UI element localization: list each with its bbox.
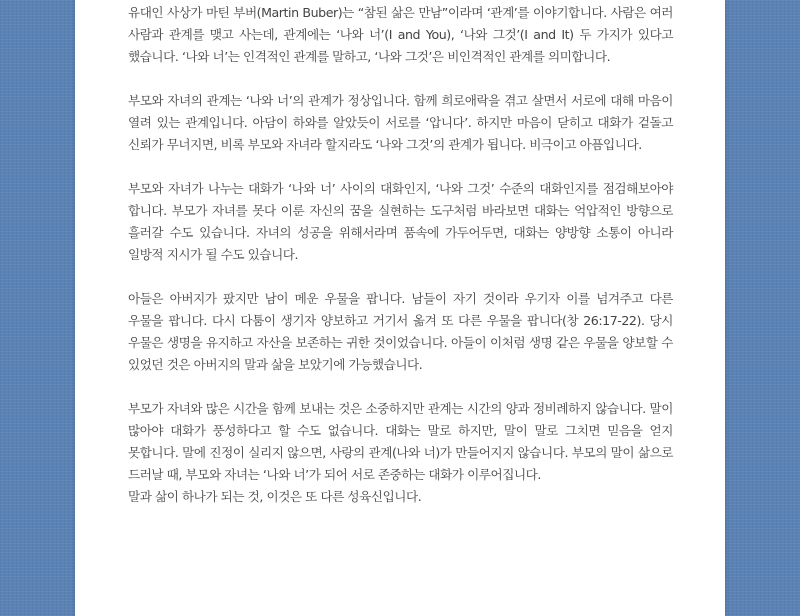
paragraph-4: 아들은 아버지가 팠지만 남이 메운 우물을 팝니다. 남들이 자기 것이라 우기자 이를 넘겨주고 다른 우물을 팝니다. 다시 다툼이 생기자 양보하고 거기서 옮겨 또 다른 우물을 팝니다(창 26:17-22). 당시 우물은 생명을 유지하고 자산을 보존하는 귀한 것이었습니다. 아들이 이처럼 생명 같은 우물을 양보할 수 있었던 것은 아버지의 말과 삶을 보았기에 가능했습니다.	[128, 291, 673, 372]
paragraph-3: 부모와 자녀가 나누는 대화가 ‘나와 너’ 사이의 대화인지, ‘나와 그것’ 수준의 대화인지를 점검해보아야 합니다. 부모가 자녀를 못다 이룬 자신의 꿈을 실현하는 도구처럼 바라보면 대화는 억압적인 방향으로 흘러갈 수도 있습니다. 자녀의 성공을 위해서라며 품속에 가두어두면, 대화는 양방향 소통이 아니라 일방적 지시가 될 수도 있습니다.	[128, 181, 673, 262]
paragraph-5: 부모가 자녀와 많은 시간을 함께 보내는 것은 소중하지만 관계는 시간의 양과 정비례하지 않습니다. 말이 많아야 대화가 풍성하다고 할 수도 없습니다. 대화는 말로 하지만, 말이 말로 그치면 믿음을 얻지 못합니다. 말에 진정이 실리지 않으면, 사랑의 관계(나와 너)가 만들어지지 않습니다. 부모의 말이 삶으로 드러날 때, 부모와 자녀는 ‘나와 너’가 되어 서로 존중하는 대화가 이루어집니다.	[128, 401, 673, 482]
document-page	[75, 0, 725, 616]
article-body	[128, 2, 673, 508]
paragraph-1: 유대인 사상가 마틴 부버(Martin Buber)는 “참된 삶은 만남”이라며 ‘관계’를 이야기합니다. 사람은 여러 사람과 관계를 맺고 사는데, 관계에는 ‘나와 너’(I and You), ‘나와 그것’(I and It) 두 가지가 있다고 했습니다. ‘나와 너’는 인격적인 관계를 말하고, ‘나와 그것’은 비인격적인 관계를 의미합니다.	[128, 5, 673, 64]
paragraph-2: 부모와 자녀의 관계는 ‘나와 너’의 관계가 정상입니다. 함께 희로애락을 겪고 살면서 서로에 대해 마음이 열려 있는 관계입니다. 아담이 하와를 알았듯이 서로를 ‘압니다’. 하지만 마음이 닫히고 대화가 겉돌고 신뢰가 무너지면, 비록 부모와 자녀라 할지라도 ‘나와 그것’의 관계가 됩니다. 비극이고 아픔입니다.	[128, 93, 673, 152]
paragraph-6: 말과 삶이 하나가 되는 것, 이것은 또 다른 성육신입니다.	[128, 489, 422, 504]
